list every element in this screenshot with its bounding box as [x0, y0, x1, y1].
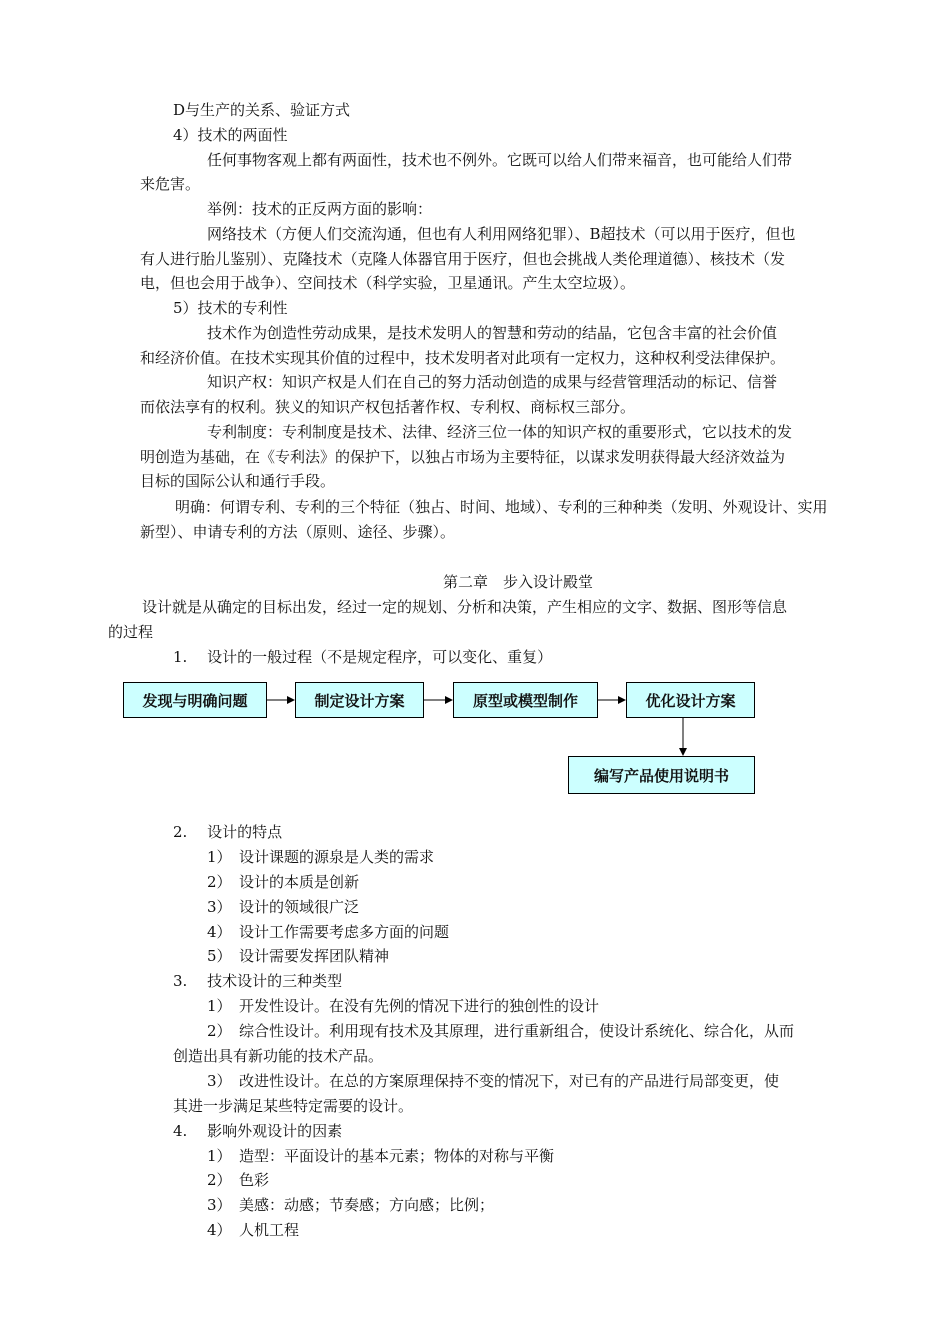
text-line: 技术作为创造性劳动成果，是技术发明人的智慧和劳动的结晶，它包含丰富的社会价值 — [207, 324, 778, 342]
list-item: 5） 设计需要发挥团队精神 — [207, 947, 390, 965]
flow-box-design-plan: 制定设计方案 — [295, 682, 424, 718]
section-heading: 4）技术的两面性 — [173, 126, 288, 144]
list-item: 1） 造型：平面设计的基本元素；物体的对称与平衡 — [207, 1147, 555, 1165]
text-line: D与生产的关系、验证方式 — [173, 101, 351, 119]
list-item: 3） 改进性设计。在总的方案原理保持不变的情况下，对已有的产品进行局部变更，使 — [207, 1072, 780, 1090]
list-item: 4） 人机工程 — [207, 1221, 300, 1239]
list-item: 4） 设计工作需要考虑多方面的问题 — [207, 923, 450, 941]
flow-box-prototype: 原型或模型制作 — [453, 682, 598, 718]
list-item: 2） 色彩 — [207, 1171, 270, 1189]
list-item: 3） 美感：动感；节奏感；方向感；比例； — [207, 1196, 495, 1214]
text-line: 的过程 — [108, 623, 154, 641]
list-item: 2） 综合性设计。利用现有技术及其原理，进行重新组合，使设计系统化、综合化，从而 — [207, 1022, 795, 1040]
text-line: 知识产权：知识产权是人们在自己的努力活动创造的成果与经营管理活动的标记、信誉 — [207, 373, 778, 391]
section-heading: 2. 设计的特点 — [173, 823, 283, 841]
flow-box-write-manual: 编写产品使用说明书 — [568, 756, 755, 794]
text-line: 任何事物客观上都有两面性，技术也不例外。它既可以给人们带来福音，也可能给人们带 — [207, 151, 793, 169]
text-line: 目标的国际公认和通行手段。 — [140, 472, 336, 490]
section-heading: 5）技术的专利性 — [173, 299, 288, 317]
list-item: 1） 设计课题的源泉是人类的需求 — [207, 848, 435, 866]
list-item: 2） 设计的本质是创新 — [207, 873, 360, 891]
text-line: 电，但也会用于战争）、空间技术（科学实验，卫星通讯。产生太空垃圾）。 — [140, 274, 636, 292]
text-line: 其进一步满足某些特定需要的设计。 — [173, 1097, 414, 1115]
text-line: 和经济价值。在技术实现其价值的过程中，技术发明者对此项有一定权力，这种权利受法律保护。 — [140, 349, 786, 367]
list-item: 3） 设计的领域很广泛 — [207, 898, 360, 916]
section-heading: 1. 设计的一般过程（不是规定程序，可以变化、重复） — [173, 648, 553, 666]
chapter-title: 第二章 步入设计殿堂 — [443, 573, 594, 591]
text-line: 专利制度：专利制度是技术、法律、经济三位一体的知识产权的重要形式，它以技术的发 — [207, 423, 793, 441]
text-line: 明确：何谓专利、专利的三个特征（独占、时间、地域）、专利的三种种类（发明、外观设计、实用 — [175, 498, 828, 516]
text-line: 明创造为基础，在《专利法》的保护下，以独占市场为主要特征，以谋求发明获得最大经济效益为 — [140, 448, 786, 466]
text-line: 来危害。 — [140, 175, 201, 193]
text-line: 新型）、申请专利的方法（原则、途径、步骤）。 — [140, 523, 456, 541]
section-heading: 3. 技术设计的三种类型 — [173, 972, 343, 990]
text-line: 设计就是从确定的目标出发，经过一定的规划、分析和决策，产生相应的文字、数据、图形等信息 — [142, 598, 788, 616]
text-line: 举例：技术的正反两方面的影响： — [207, 200, 433, 218]
text-line: 网络技术（方便人们交流沟通，但也有人利用网络犯罪）、B超技术（可以用于医疗，但也 — [207, 225, 796, 243]
text-line: 创造出具有新功能的技术产品。 — [173, 1047, 384, 1065]
text-line: 有人进行胎儿鉴别）、克隆技术（克隆人体器官用于医疗，但也会挑战人类伦理道德）、核技术（发 — [140, 250, 786, 268]
flow-box-discover-problem: 发现与明确问题 — [123, 682, 267, 718]
text-line: 而依法享有的权利。狭义的知识产权包括著作权、专利权、商标权三部分。 — [140, 398, 636, 416]
flow-box-optimize-plan: 优化设计方案 — [626, 682, 755, 718]
section-heading: 4. 影响外观设计的因素 — [173, 1122, 343, 1140]
list-item: 1） 开发性设计。在没有先例的情况下进行的独创性的设计 — [207, 997, 600, 1015]
